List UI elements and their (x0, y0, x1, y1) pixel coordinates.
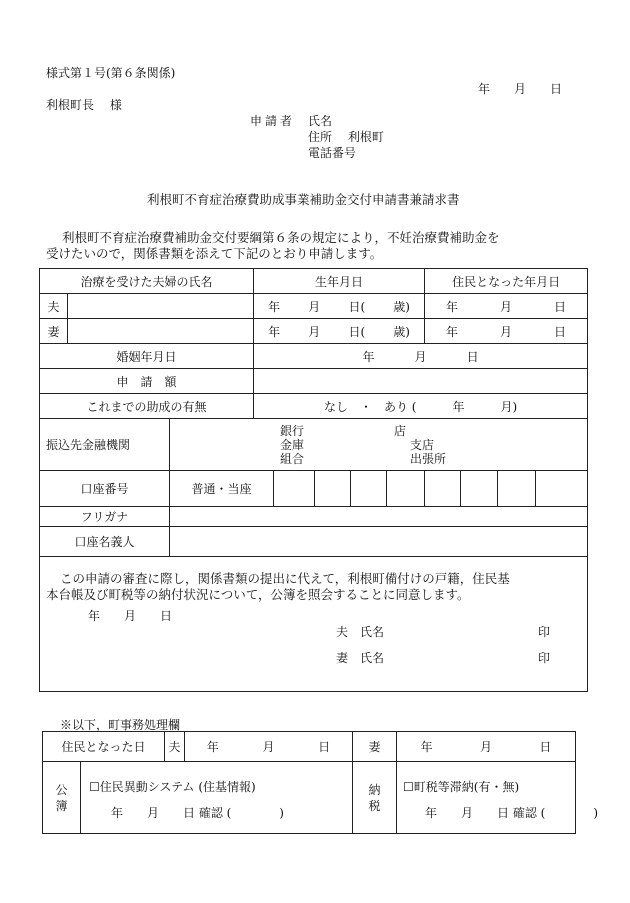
document-title: 利根町不育症治療費助成事業補助金交付申請書兼請求書 (147, 192, 460, 207)
bank-label: 振込先金融機関 (40, 419, 170, 471)
husband-signature-label: 夫 氏名 (336, 625, 385, 639)
wife-label: 妻 (40, 319, 68, 344)
age-label: 歳) (393, 324, 410, 339)
year-label: 年 (268, 324, 281, 339)
year-label: 年 (362, 349, 375, 364)
day-label: 日 (466, 349, 479, 364)
bank-type-credit: 金庫 (280, 437, 305, 452)
applicant-phone-label: 電話番号 (308, 146, 357, 160)
year-label: 年 (420, 740, 433, 754)
year-label: 年 (446, 324, 459, 339)
wife-signature-label: 妻 氏名 (336, 651, 385, 665)
addressee: 利根町長 様 (46, 98, 122, 112)
application-table (39, 268, 588, 692)
applicant-label: 申請者 (250, 114, 296, 128)
bank-type-bank: 銀行 (280, 423, 305, 438)
account-number-label: 口座番号 (40, 471, 170, 507)
account-holder-field[interactable] (170, 527, 588, 557)
husband-birth-date[interactable] (254, 294, 425, 319)
month-label: 月 (480, 740, 493, 754)
account-digit-5[interactable] (425, 471, 461, 507)
office-husband-date[interactable] (185, 732, 353, 762)
office-use-note: ※以下，町事務処理欄 (60, 718, 181, 732)
day-label: 日 (554, 324, 567, 339)
year-label: 年 (206, 740, 219, 754)
birth-date-header: 生年月日 (254, 269, 425, 294)
resident-system-check[interactable] (81, 762, 353, 834)
month-label: 月 (414, 349, 427, 364)
residence-date-header: 住民となった年月日 (425, 269, 588, 294)
intro-line-2: 受けたいので，関係書類を添えて下記のとおり申請します。 (46, 246, 383, 261)
wife-seal: 印 (538, 651, 551, 665)
day-label: 日( (348, 324, 366, 339)
public-record-label (43, 762, 81, 834)
bank-field[interactable] (170, 419, 588, 471)
branch-type-branch: 支店 (410, 437, 435, 452)
office-wife-label: 妻 (353, 732, 397, 762)
office-residence-label: 住民となった日 (43, 732, 165, 762)
wife-birth-date[interactable] (254, 319, 425, 344)
account-digit-6[interactable] (461, 471, 498, 507)
application-amount-label: 申 請 額 (40, 369, 254, 394)
month-label: 月 (500, 324, 513, 339)
form-number: 様式第１号(第６条関係) (46, 66, 176, 80)
intro-line-1: 利根町不育症治療費補助金交付要綱第６条の規定により，不妊治療費補助金を (62, 230, 500, 245)
age-label: 歳) (393, 299, 410, 314)
account-digit-2[interactable] (315, 471, 351, 507)
year-label: 年 (268, 299, 281, 314)
applicant-name-label: 氏名 (308, 114, 333, 128)
consent-section (40, 557, 588, 692)
month-label: 月 (500, 299, 513, 314)
resident-system-checkbox[interactable]: ☐住民異動システム (住基情報) (89, 780, 256, 794)
subsidy-history-label: これまでの助成の有無 (40, 394, 254, 419)
bank-type-union: 組合 (280, 451, 305, 466)
wife-name-field[interactable] (68, 319, 254, 344)
public-record-text: 公簿 (55, 782, 68, 813)
marriage-date-label: 婚姻年月日 (40, 344, 254, 369)
header-date: 年 月 日 (478, 82, 563, 96)
tax-arrears-check[interactable] (397, 762, 599, 834)
tax-confirm-line: 年 月 日 確認 ( ) (425, 806, 599, 820)
account-type[interactable]: 普通・当座 (170, 471, 274, 507)
tax-text: 納税 (368, 782, 381, 813)
month-label: 月 (262, 740, 275, 754)
day-label: 日( (348, 299, 366, 314)
account-digit-4[interactable] (387, 471, 425, 507)
account-holder-label: 口座名義人 (40, 527, 170, 557)
day-label: 日 (539, 740, 552, 754)
month-label: 月 (308, 324, 321, 339)
consent-date: 年 月 日 (88, 609, 173, 623)
day-label: 日 (318, 740, 331, 754)
husband-label: 夫 (40, 294, 68, 319)
marriage-date-field[interactable] (254, 344, 588, 369)
office-husband-label: 夫 (165, 732, 185, 762)
furigana-field[interactable] (170, 507, 588, 527)
office-wife-date[interactable] (397, 732, 576, 762)
office-table (42, 731, 599, 834)
account-digit-8[interactable] (536, 471, 588, 507)
consent-line-2: 本台帳及び町税等の納付状況について，公簿を照会することに同意します。 (46, 587, 470, 602)
tax-label (353, 762, 397, 834)
tax-arrears-checkbox[interactable]: ☐町税等滞納(有・無) (403, 780, 520, 794)
account-digit-7[interactable] (498, 471, 536, 507)
account-digit-3[interactable] (351, 471, 387, 507)
consent-line-1: この申請の審査に際し，関係書類の提出に代えて，利根町備付けの戸籍，住民基 (60, 571, 510, 586)
applicant-address-label: 住所 利根町 (308, 130, 384, 144)
wife-residence-date[interactable] (425, 319, 588, 344)
year-label: 年 (446, 299, 459, 314)
husband-residence-date[interactable] (425, 294, 588, 319)
resident-confirm-line: 年 月 日 確認 ( ) (111, 806, 284, 820)
day-label: 日 (554, 299, 567, 314)
branch-type-office: 出張所 (410, 451, 447, 466)
furigana-label: フリガナ (40, 507, 170, 527)
month-label: 月 (308, 299, 321, 314)
account-digit-1[interactable] (274, 471, 315, 507)
husband-name-field[interactable] (68, 294, 254, 319)
husband-seal: 印 (538, 625, 551, 639)
branch-type-store: 店 (394, 423, 407, 438)
couple-name-header: 治療を受けた夫婦の氏名 (40, 269, 254, 294)
application-amount-field[interactable] (254, 369, 588, 394)
subsidy-history-field[interactable]: なし ・ あり ( 年 月) (254, 394, 588, 419)
